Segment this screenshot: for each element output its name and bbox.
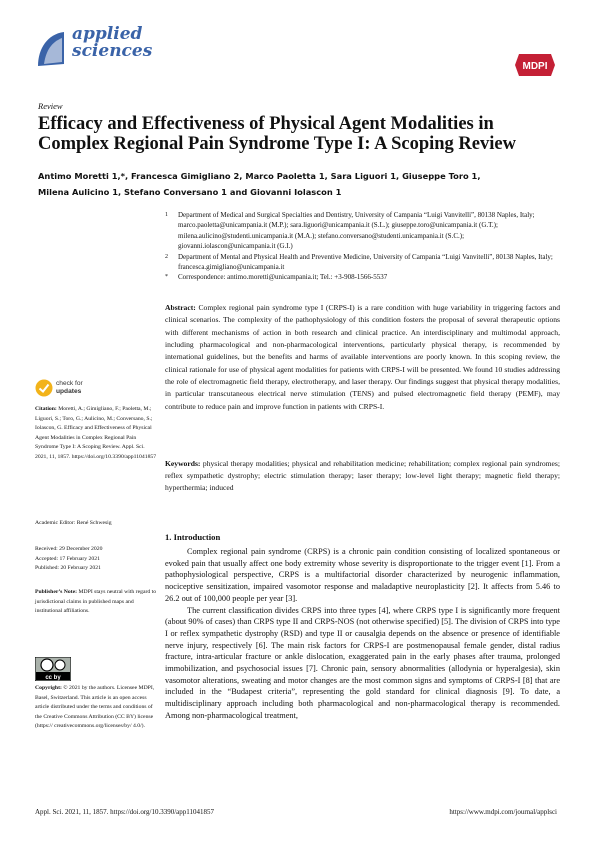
received-date: Received: 29 December 2020 xyxy=(35,546,103,552)
paragraph: Complex regional pain syndrome (CRPS) is a chronic pain condition consisting of localized spontaneous or evoked pain that usually affect one body extremity whose severity is disproportionate to the trigger event [1]. From a pathophysiological perspective, CRPS is a multifactorial disorder characterized by neurogenic inflammation, nociceptive sensitization, impaired vasomotor response and maladaptive neuroplasticity [2]. It affects from 5.46 to 26.2 out of 100,000 people per year [3]. xyxy=(165,547,560,603)
publisher-note-label: Publisher’s Note: xyxy=(35,589,78,595)
academic-editor: Academic Editor: René Schwesig xyxy=(35,520,112,526)
affiliation-text: Department of Mental and Physical Health and Preventive Medicine, University of Campania “Luigi Vanvitelli”, 80138 Naples, Italy; francesca.gimigliano@unicampania.it xyxy=(178,252,553,272)
article-title: Efficacy and Effectiveness of Physical Agent Modalities in Complex Regional Pain Syndrome Type I: A Scoping Review xyxy=(38,114,516,154)
journal-logo xyxy=(34,26,154,86)
author-line-2: Milena Aulicino 1, Stefano Conversano 1 and Giovanni Iolascon 1 xyxy=(38,187,342,197)
journal-name-line2: sciences xyxy=(72,41,153,61)
cc-by-icon xyxy=(35,657,71,681)
keywords xyxy=(165,458,560,495)
publisher-note-text: MDPI stays neutral with regard to jurisdictional claims in published maps and institutional affiliations. xyxy=(35,589,157,615)
copyright-text: © 2021 by the authors. Licensee MDPI, Basel, Switzerland. This article is an open access article distributed under the terms and conditions of the Creative Commons Attribution (CC BY) license (https:// creativecommons.org/licenses/by/ 4.0/). xyxy=(35,685,155,730)
accepted-date: Accepted: 17 February 2021 xyxy=(35,555,100,562)
affiliation-item xyxy=(165,252,560,273)
mdpi-logo-icon xyxy=(515,54,555,76)
author-line-1: Antimo Moretti 1,*, Francesca Gimigliano 2, Marco Paoletta 1, Sara Liguori 1, Giuseppe Toro 1, xyxy=(38,171,481,181)
journal-name xyxy=(72,26,152,60)
author-list xyxy=(38,168,558,200)
abstract-text: Complex regional pain syndrome type I (CRPS-I) is a rare condition with huge variability in triggering factors and clinical scenarios. The complexity of the pathophysiology of this condition fosters the proposal of several therapeutic options with different mechanisms of action in both research and clinical practice. An interdisciplinary and multimodal approach, including pharmacological and non-pharmacological interventions, particularly physical therapy, is recommended by international guidelines, but the benefits and harms of available interventions are poorly known. In this scoping review, the clinical rationale for use of physical agent modalities for patients with CRPS-I will be presented. We found 10 studies addressing the role of electromagnetic field therapy, electrotherapy, and laser therapy. Our findings suggest that physical therapy modalities, in particular transcutaneous electrical nerve stimulation (TENS) and pulsed electromagnetic field therapy (PEMF), may contribute to reduce pain and improve function in patients with CRPS-I. xyxy=(165,303,560,411)
keywords-label: Keywords: xyxy=(165,459,201,468)
copyright xyxy=(35,684,157,732)
citation-text: Moretti, A.; Gimigliano, F.; Paoletta, M.; Liguori, S.; Toro, G.; Aulicino, M.; Conversano, S.; Iolascon, G. Efficacy and Effectiveness of Physical Agent Modalities in Complex Regional Pain Syndrome Type I: A Scoping Review. Appl. Sci. 2021, 11, 1857. https://doi.org/10.3390/app11041857 xyxy=(35,406,157,460)
affiliation-text: Department of Medical and Surgical Specialties and Dentistry, University of Campania “Luigi Vanvitelli”, 80138 Naples, Italy; marco.paoletta@unicampania.it (M.P.); sara.liguori@unicampania.it (S.L.); giuseppe.toro@unicampania.it (G.T.); milena.aulicino@studenti.unicampania.it (M.A.); stefano.conversano@studenti.unicampania.it (S.C.); giovanni.iolascon@unicampania.it (G.I.) xyxy=(178,211,535,251)
abstract xyxy=(165,302,560,413)
abstract-label: Abstract: xyxy=(165,303,196,312)
check-for-updates-button[interactable] xyxy=(35,377,115,399)
footer-citation: Appl. Sci. 2021, 11, 1857. https://doi.org/10.3390/app11041857 xyxy=(35,808,215,816)
affiliation-text: Correspondence: antimo.moretti@unicampania.it; Tel.: +3-908-1566-5537 xyxy=(178,273,388,282)
affiliation-number: * xyxy=(165,274,168,281)
paragraph: The current classification divides CRPS into three types [4], where CRPS type I is significantly more frequent (about 90% of cases) than CRPS type II and CRPS-NOS (not otherwise specified) [5]. The division of CRPS into type I or reflex sympathetic dystrophy (RSD) and type II or causalgia depends on the absence or presence of identifiable nerve injury, respectively [6]. The main risk factors for CRPS-I are postmenopausal female gender, distal radius fracture, intra-articular fracture or ankle dislocation, exaggerated pain in the early phases after trauma, prolonged immobilization, and psychosocial issues [7]. Chronic pain, sensory abnormalities (allodynia or hyperalgesia), skin vasomotor alterations, sweating and motor changes are the most common signs and symptoms of CRPS-I [8] that are included in the “Budapest criteria”, representing the gold standard for clinical diagnosis [9]. To date, a multidisciplinary approach including both pharmacological and non-pharmacological therapy is recommended. Among non-pharmacological treatment, xyxy=(165,605,560,720)
publisher-note xyxy=(35,588,157,617)
affiliation-item xyxy=(165,272,560,282)
affiliation-item xyxy=(165,210,560,252)
affiliation-number: 1 xyxy=(165,212,168,218)
section-heading: 1. Introduction xyxy=(165,532,221,542)
affiliations xyxy=(165,210,560,283)
published-date: Published: 20 February 2021 xyxy=(35,565,101,572)
journal-name-line1: applied xyxy=(72,24,143,44)
affiliation-number: 2 xyxy=(165,253,168,260)
check-updates-line2: updates xyxy=(56,387,82,395)
publication-dates xyxy=(35,545,157,574)
mdpi-logo xyxy=(515,54,555,76)
article-type: Review xyxy=(38,101,63,111)
update-check-icon xyxy=(35,379,53,397)
check-updates-line1: check for xyxy=(56,380,83,387)
citation-label: Citation: xyxy=(35,406,57,412)
introduction-body xyxy=(165,546,560,722)
mdpi-logo-text: MDPI xyxy=(522,61,548,72)
citation xyxy=(35,405,157,463)
copyright-label: Copyright: xyxy=(35,685,62,691)
footer-url[interactable]: https://www.mdpi.com/journal/applsci xyxy=(449,808,557,816)
cc-by-license-badge[interactable] xyxy=(35,657,71,681)
journal-mark-icon xyxy=(34,28,68,68)
keywords-text: physical therapy modalities; physical and rehabilitation medicine; rehabilitation; complex regional pain syndromes; reflex sympathetic dystrophy; electric stimulation therapy; laser therapy; low-level light therapy; magnetic field therapy; hyperthermia; induced xyxy=(165,459,560,493)
cc-by-label: cc by xyxy=(45,675,61,681)
